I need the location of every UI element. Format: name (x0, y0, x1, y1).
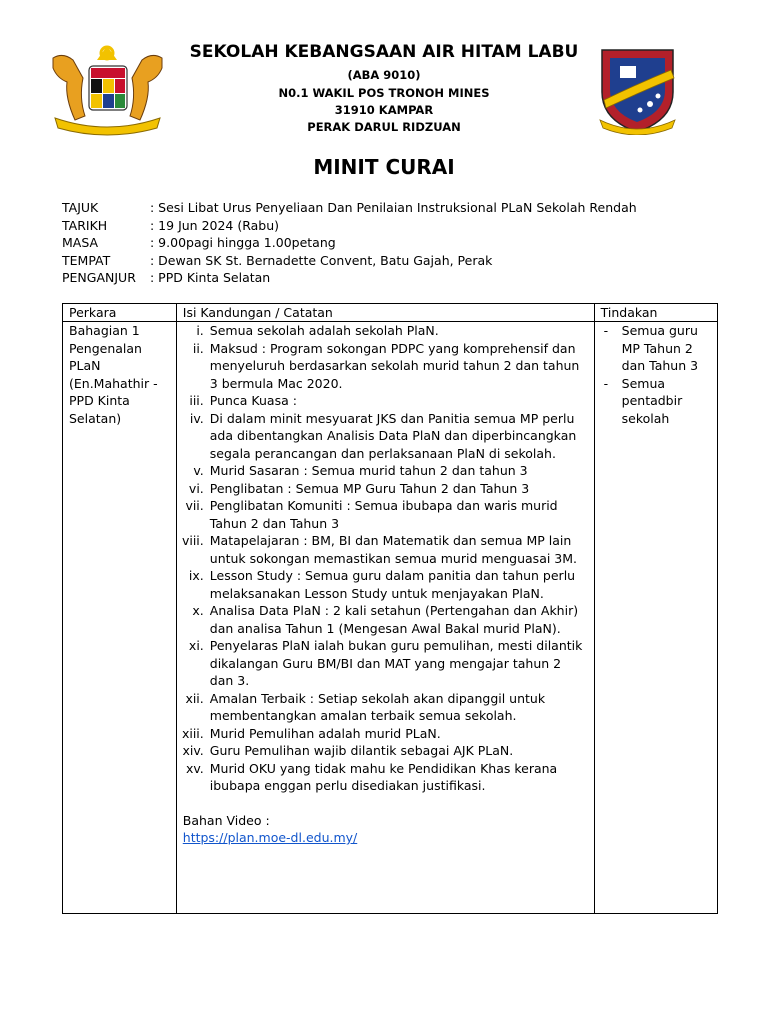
meta-row-tarikh (62, 217, 637, 235)
list-item: xv. Murid OKU yang tidak mahu ke Pendidikan Khas kerana ibubapa enggan perlu disediakan justifikasi. (185, 760, 558, 793)
table-row (63, 322, 718, 914)
list-item: xiv. Guru Pemulihan wajib dilantik sebagai AJK PLaN. (182, 743, 514, 758)
list-item: v. Murid Sasaran : Semua murid tahun 2 dan tahun 3 (193, 463, 528, 478)
video-link[interactable]: https://plan.moe-dl.edu.my/ (182, 830, 358, 845)
list-item: xi. Penyelaras PlaN ialah bukan guru pemulihan, mesti dilantik dikalangan Guru BM/BI dan MAT yang mengajar tahun 2 dan 3. (188, 638, 583, 688)
meeting-details (62, 199, 637, 287)
meta-key: MASA (62, 235, 99, 250)
header-tindakan: Tindakan (594, 304, 717, 322)
tindakan-cell (594, 322, 717, 914)
content-list (183, 322, 588, 795)
list-item: iv. Di dalam minit mesyuarat JKS dan Panitia semua MP perlu ada dibentangkan Analisis Data PlaN dan diperbincangkan segala perancangan dan perlaksanaan PlaN di sekolah. (189, 410, 577, 461)
meta-value: : Dewan SK St. Bernadette Convent, Batu Gajah, Perak (150, 252, 493, 268)
video-label: Bahan Video : (182, 812, 270, 828)
perkara-line: Bahagian 1 (69, 323, 140, 338)
perkara-line: Pengenalan PLaN (69, 340, 142, 373)
action-item: - Semua guru MP Tahun 2 dan Tahun 3 (603, 323, 699, 373)
header-perkara: Perkara (63, 304, 177, 322)
document-title: MINIT CURAI (313, 155, 455, 179)
meta-key: PENGANJUR (62, 270, 136, 285)
list-item: vi. Penglibatan : Semua MP Guru Tahun 2 dan Tahun 3 (188, 480, 530, 496)
perkara-line: PPD Kinta Selatan) (69, 393, 130, 426)
isi-kandungan-cell (176, 322, 594, 914)
address-line-1: N0.1 WAKIL POS TRONOH MINES (278, 86, 490, 100)
meta-value: : 9.00pagi hingga 1.00petang (150, 235, 336, 250)
meta-row-tajuk (62, 199, 637, 217)
meta-row-tempat (62, 252, 637, 270)
header-isi-kandungan: Isi Kandungan / Catatan (176, 304, 594, 322)
meta-key: TEMPAT (62, 252, 111, 268)
list-item: ix. Lesson Study : Semua guru dalam panitia dan tahun perlu melaksanakan Lesson Study untuk menjayakan PlaN. (188, 568, 576, 601)
list-item: viii. Matapelajaran : BM, BI dan Matematik dan semua MP lain untuk sokongan memastikan semua murid menguasai 3M. (181, 533, 578, 566)
address-line-3: PERAK DARUL RIDZUAN (307, 120, 461, 134)
meta-row-penganjur (62, 269, 637, 287)
table-header-row (63, 304, 718, 322)
school-name: SEKOLAH KEBANGSAAN AIR HITAM LABU (189, 42, 579, 62)
meta-key: TARIKH (62, 217, 108, 233)
list-item: xiii. Murid Pemulihan adalah murid PLaN. (181, 725, 441, 741)
meta-value: : Sesi Libat Urus Penyeliaan Dan Penilaian Instruksional PLaN Sekolah Rendah (150, 200, 637, 215)
video-section (183, 812, 588, 847)
meta-value: : PPD Kinta Selatan (150, 270, 271, 285)
minutes-table (62, 303, 718, 914)
list-item: x. Analisa Data PlaN : 2 kali setahun (Pertengahan dan Akhir) dan analisa Tahun 1 (Mengesan Awal Bakal murid PlaN). (192, 603, 579, 636)
action-list (601, 322, 711, 427)
list-item: i. Semua sekolah adalah sekolah PlaN. (196, 323, 439, 338)
list-item: ii. Maksud : Program sokongan PDPC yang komprehensif dan menyeluruh berdasarkan sekolah murid tahun 2 dan tahun 3 bermula Mac 2020. (192, 340, 580, 391)
action-item: - Semua pentadbir sekolah (603, 375, 683, 426)
list-item: xii. Amalan Terbaik : Setiap sekolah akan dipanggil untuk membentangkan amalan terbaik semua sekolah. (185, 690, 546, 723)
list-item: vii. Penglibatan Komuniti : Semua ibubapa dan waris murid Tahun 2 dan Tahun 3 (185, 498, 558, 531)
meta-key: TAJUK (62, 200, 99, 215)
address-line-2: 31910 KAMPAR (334, 103, 434, 117)
meta-value: : 19 Jun 2024 (Rabu) (150, 217, 280, 233)
perkara-line: (En.Mahathir - (69, 375, 158, 391)
perkara-cell (63, 322, 177, 914)
meta-row-masa (62, 234, 637, 252)
school-code: (ABA 9010) (347, 68, 421, 82)
list-item: iii. Punca Kuasa : (189, 393, 297, 408)
